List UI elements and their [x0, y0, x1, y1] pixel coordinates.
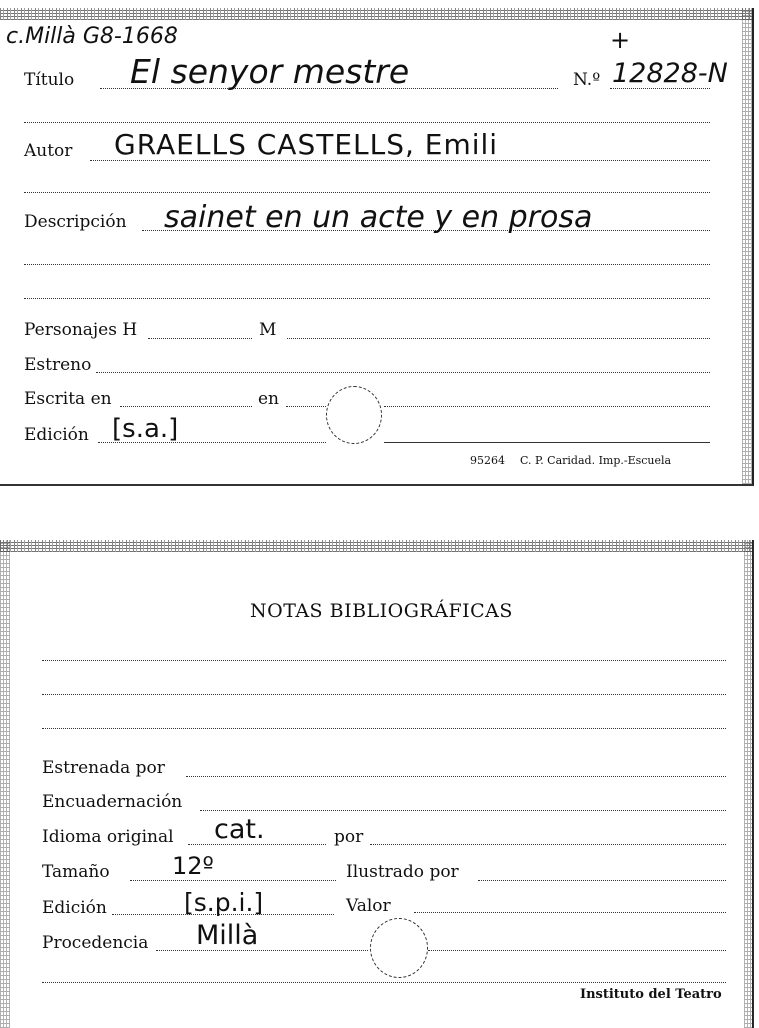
punch-hole [326, 386, 382, 444]
punch-hole [370, 918, 428, 978]
card-side-texture [742, 8, 752, 484]
por-label: por [334, 827, 364, 847]
printer-name: C. P. Caridad. Imp.-Escuela [520, 454, 672, 467]
por-line [370, 844, 726, 845]
numero-value: 12828-N [612, 58, 728, 89]
blank-line [24, 192, 710, 193]
card-edge-texture [0, 540, 752, 552]
autor-label: Autor [24, 141, 73, 161]
titulo-value: El senyor mestre [130, 52, 410, 91]
escrita-line [120, 406, 252, 407]
procedencia-line-right [428, 950, 726, 951]
back-edicion-label: Edición [42, 898, 107, 918]
institution-name: Instituto del Teatro [580, 987, 722, 1002]
descripcion-value: sainet en un acte y en prosa [164, 200, 593, 235]
estrenada-label: Estrenada por [42, 758, 165, 778]
printer-code: 95264 [470, 454, 505, 467]
encuadernacion-line [200, 810, 726, 811]
blank-line [24, 122, 710, 123]
edicion-value: [s.a.] [112, 414, 179, 444]
blank-line [24, 298, 710, 299]
notas-heading: NOTAS BIBLIOGRÁFICAS [250, 600, 513, 622]
blank-line [42, 660, 726, 661]
blank-line [42, 728, 726, 729]
en-line-right [384, 406, 710, 407]
en-label: en [258, 389, 280, 409]
edicion-label: Edición [24, 425, 89, 445]
back-edicion-value: [s.p.i.] [184, 888, 264, 917]
tamano-line [130, 880, 336, 881]
catalog-note: c.Millà G8-1668 [6, 24, 178, 49]
card-side-texture [0, 540, 10, 1028]
catalog-card-front [0, 8, 754, 486]
card-side-texture [744, 540, 754, 1028]
descripcion-label: Descripción [24, 212, 127, 232]
valor-label: Valor [346, 896, 391, 916]
blank-line [42, 982, 726, 983]
idioma-value: cat. [214, 814, 265, 845]
ilustrado-label: Ilustrado por [346, 862, 459, 882]
personajes-h-line [148, 338, 252, 339]
ilustrado-line [478, 880, 726, 881]
personajes-m-line [287, 338, 710, 339]
estreno-label: Estreno [24, 355, 92, 375]
tamano-value: 12º [172, 852, 214, 880]
escrita-label: Escrita en [24, 389, 112, 409]
estrenada-line [186, 776, 726, 777]
autor-value: GRAELLS CASTELLS, Emili [114, 128, 499, 161]
numero-label: N.º [573, 70, 601, 90]
tamano-label: Tamaño [42, 862, 110, 882]
personajes-label: Personajes H [24, 320, 138, 340]
encuadernacion-label: Encuadernación [42, 792, 183, 812]
en-line-left [286, 406, 326, 407]
catalog-card-back [0, 540, 754, 1028]
blank-line [42, 694, 726, 695]
valor-line [414, 912, 726, 913]
procedencia-line [156, 950, 368, 951]
cross-mark: + [610, 26, 631, 54]
edicion-line-right [384, 442, 710, 443]
idioma-label: Idioma original [42, 827, 174, 847]
blank-line [24, 264, 710, 265]
card-edge-texture [0, 8, 752, 20]
titulo-label: Título [24, 70, 75, 90]
procedencia-label: Procedencia [42, 933, 149, 953]
estreno-line [96, 372, 710, 373]
procedencia-value: Millà [196, 920, 259, 951]
m-label: M [259, 320, 277, 340]
